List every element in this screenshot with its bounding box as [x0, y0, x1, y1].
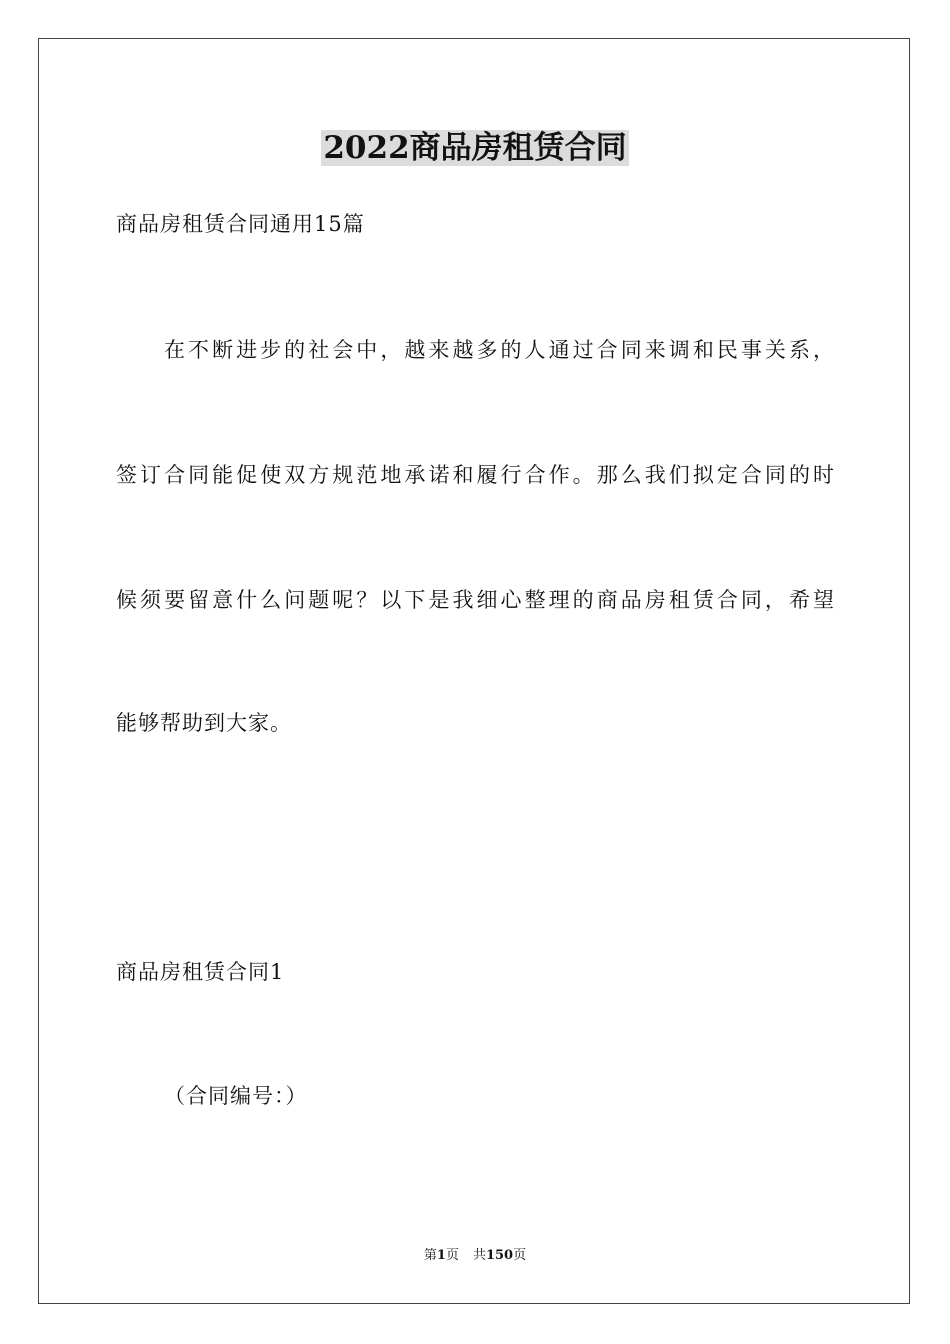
paragraph-line-4: 能够帮助到大家。 — [116, 711, 292, 735]
footer-total-suffix: 页 — [513, 1248, 527, 1263]
paragraph-line-1: 在不断进步的社会中，越来越多的人通过合同来调和民事关系， — [164, 338, 834, 362]
contract-number-label: （合同编号：） — [164, 1084, 308, 1108]
paragraph-line-2: 签订合同能促使双方规范地承诺和履行合作。那么我们拟定合同的时 — [116, 463, 834, 487]
section-heading: 商品房租赁合同1 — [116, 960, 285, 984]
footer-total-pages: 150 — [485, 1248, 514, 1263]
footer-page-prefix: 第 — [423, 1248, 437, 1263]
footer-total-prefix: 共 — [472, 1248, 486, 1263]
paragraph-line-3: 候须要留意什么问题呢？以下是我细心整理的商品房租赁合同，希望 — [116, 588, 834, 612]
page-footer — [0, 1247, 950, 1265]
footer-page-number: 1 — [436, 1248, 446, 1263]
document-title — [0, 126, 950, 170]
document-subtitle: 商品房租赁合同通用15篇 — [116, 212, 365, 236]
footer-page-suffix: 页 — [445, 1248, 459, 1263]
document-title-text: 2022商品房租赁合同 — [323, 130, 627, 166]
